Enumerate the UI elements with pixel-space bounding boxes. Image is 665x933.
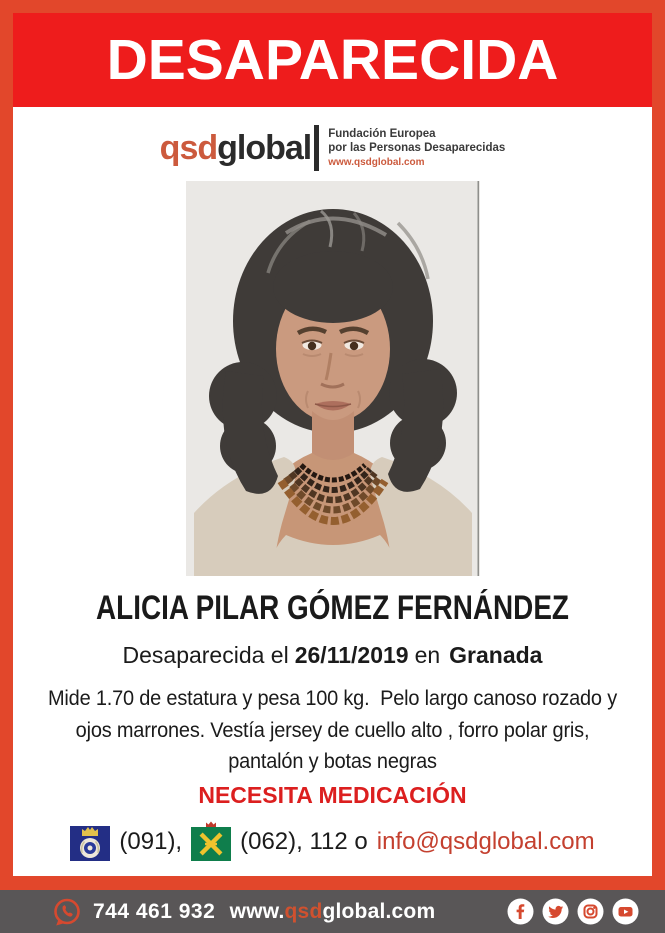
banner-title: DESAPARECIDA (106, 27, 559, 92)
policia-phone: (091), (119, 827, 183, 855)
website-brand: qsd (284, 899, 323, 923)
portrait-photo (186, 181, 480, 576)
logo-tagline-line1: Fundación Europea (328, 128, 436, 140)
policia-nacional-badge-icon (70, 821, 110, 863)
footer-bar (0, 890, 665, 933)
logo-website-link[interactable]: www.qsdglobal.com (328, 157, 425, 168)
description-line-1: Mide 1.70 de estatura y pesa 100 kg. Pelo largo canoso rozado y (48, 687, 617, 710)
logo-global-text: global (217, 129, 312, 167)
person-description (29, 683, 636, 778)
footer-website-link[interactable] (230, 900, 436, 924)
logo-divider (314, 125, 319, 171)
whatsapp-contact[interactable] (50, 895, 215, 929)
alert-banner (13, 13, 652, 107)
missing-preposition: en (414, 642, 441, 668)
medication-alert: NECESITA MEDICACIÓN (198, 781, 467, 808)
logo-tagline-line2: por las Personas Desaparecidas (328, 141, 506, 154)
instagram-icon[interactable] (577, 898, 604, 925)
portrait-illustration (186, 181, 480, 576)
missing-date: 26/11/2019 (294, 642, 409, 668)
website-suffix: global.com (322, 899, 436, 923)
whatsapp-number: 744 461 932 (93, 899, 216, 923)
person-name: ALICIA PILAR GÓMEZ FERNÁNDEZ (96, 589, 569, 627)
website-prefix: www. (229, 899, 285, 923)
footer-accent-strip (0, 876, 665, 890)
logo-wordmark (160, 131, 312, 165)
missing-location: Granada (449, 642, 543, 668)
description-line-3: pantalón y botas negras (228, 750, 437, 773)
missing-label: Desaparecida el (122, 642, 289, 668)
guardia-phone: (062), 112 o (240, 827, 368, 855)
description-line-2: ojos marrones. Vestía jersey de cuello alto , forro polar gris, (75, 718, 590, 742)
youtube-icon[interactable] (612, 898, 639, 925)
logo-tagline (328, 128, 505, 168)
missing-date-line (13, 641, 652, 670)
contact-email-link[interactable]: info@qsdglobal.com (376, 827, 595, 855)
social-links (507, 898, 639, 925)
guardia-civil-badge-icon (191, 821, 231, 863)
facebook-icon[interactable] (507, 898, 534, 925)
whatsapp-icon (50, 895, 84, 929)
contact-row (13, 821, 652, 863)
qsdglobal-logo (13, 119, 652, 177)
twitter-icon[interactable] (542, 898, 569, 925)
logo-qsd-text: qsd (159, 129, 218, 167)
